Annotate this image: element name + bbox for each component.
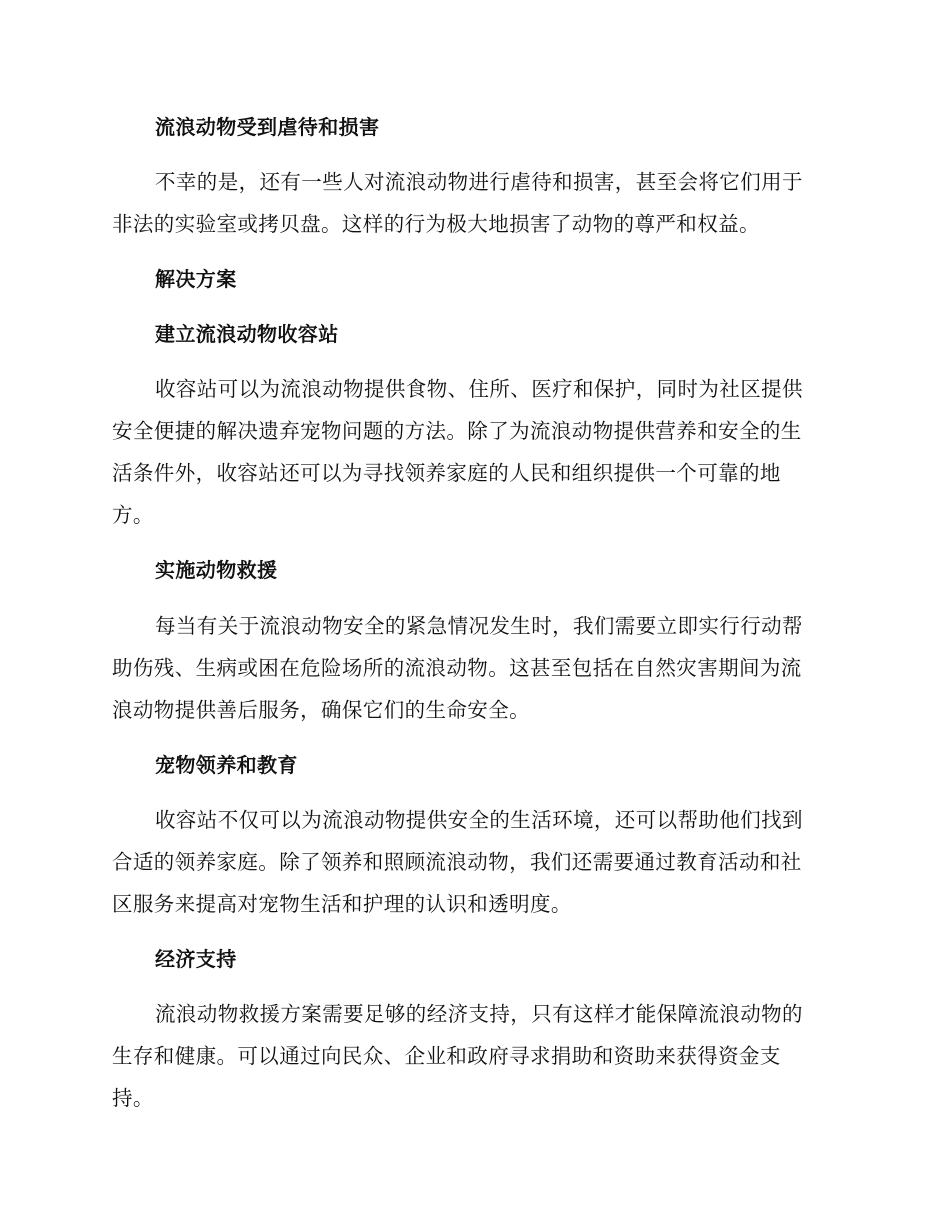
paragraph-line: 活条件外，收容站还可以为寻找领养家庭的人民和组织提供一个可靠的地 [112,461,781,485]
paragraph-line: 方。 [112,503,154,527]
section-heading: 经济支持 [155,947,237,971]
paragraph-line: 持。 [112,1086,154,1110]
section-heading: 建立流浪动物收容站 [155,322,339,346]
paragraph-line: 生存和健康。可以通过向民众、企业和政府寻求捐助和资助来获得资金支 [112,1044,781,1068]
paragraph-line: 助伤残、生病或困在危险场所的流浪动物。这甚至包括在自然灾害期间为流 [112,656,802,680]
paragraph-line: 收容站可以为流浪动物提供食物、住所、医疗和保护，同时为社区提供 [155,377,803,401]
section-heading: 流浪动物受到虐待和损害 [155,115,380,139]
paragraph-line: 非法的实验室或拷贝盘。这样的行为极大地损害了动物的尊严和权益。 [112,212,760,236]
paragraph-line: 浪动物提供善后服务，确保它们的生命安全。 [112,698,530,722]
paragraph-line: 安全便捷的解决遗弃宠物问题的方法。除了为流浪动物提供营养和安全的生 [112,419,802,443]
paragraph-line: 每当有关于流浪动物安全的紧急情况发生时，我们需要立即实行行动帮 [155,614,803,638]
section-heading: 宠物领养和教育 [155,753,298,777]
paragraph-line: 流浪动物救援方案需要足够的经济支持，只有这样才能保障流浪动物的 [155,1002,803,1026]
section-heading: 解决方案 [155,267,237,291]
paragraph-line: 区服务来提高对宠物生活和护理的认识和透明度。 [112,892,572,916]
section-heading: 实施动物救援 [155,558,278,582]
paragraph-line: 不幸的是，还有一些人对流浪动物进行虐待和损害，甚至会将它们用于 [155,170,803,194]
paragraph-line: 收容站不仅可以为流浪动物提供安全的生活环境，还可以帮助他们找到 [155,808,803,832]
paragraph-line: 合适的领养家庭。除了领养和照顾流浪动物，我们还需要通过教育活动和社 [112,850,802,874]
